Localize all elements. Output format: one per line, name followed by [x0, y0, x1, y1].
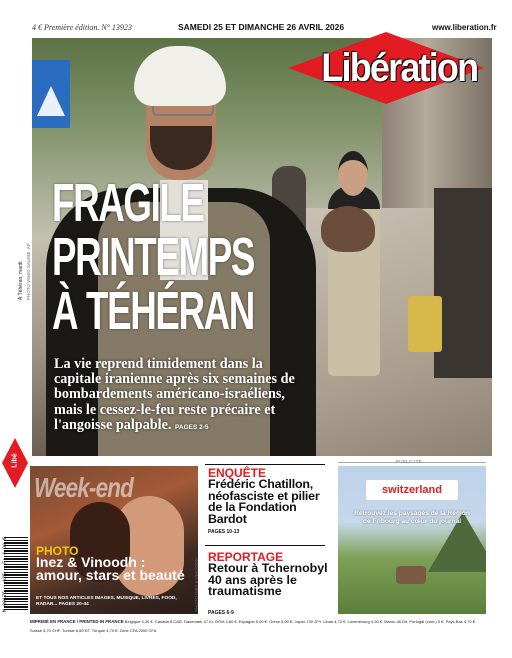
headline-line-1: FRAGILE	[52, 173, 204, 233]
weekend-credit: PHOTO INEZ & VINOODH	[194, 558, 199, 612]
side-logo: Libé	[11, 453, 19, 468]
imprint-line-1	[30, 617, 490, 626]
road-sign-icon	[32, 60, 70, 128]
weekend-title: Week-end	[34, 472, 133, 503]
story-pages: PAGES 6-9	[208, 610, 234, 616]
newspaper-logo[interactable]: Libération	[321, 46, 478, 90]
ad-text: Retrouvez les paysages de la Région de Fribourg au cœur du journal	[354, 510, 470, 525]
barcode-number: M 00175 - 425 - F: 4,00 €	[2, 536, 8, 612]
divider	[205, 545, 325, 546]
divider	[205, 464, 325, 465]
price-edition: 4 € Première édition. N° 13923	[32, 23, 132, 32]
imprint-prices-1: Belgique 4,30 €. Canada 8 CAD. Danemark 47 Kr. DOM 4,60 €. Espagne 5,00 €. Grèce 5,00 €. Japon 700 JPY. Liban 4,70 €. Luxembourg 4,30 €. Maroc 48 Dh. Portugal (cont.) 5 €. Pays-Bas 4,70 €.	[124, 619, 477, 624]
main-headline[interactable]	[52, 173, 254, 341]
photo-turban	[134, 46, 226, 106]
weekend-teaser[interactable]	[30, 466, 198, 614]
weekend-tag: PHOTO	[36, 544, 79, 558]
lead-paragraph	[54, 357, 300, 435]
lead-pages: PAGES 2-5	[175, 423, 209, 431]
issue-date: SAMEDI 25 ET DIMANCHE 26 AVRIL 2026	[178, 22, 345, 32]
story-title-tchernobyl[interactable]: Retour à Tchernobyl 40 ans après le traumatisme	[208, 561, 328, 598]
story-kicker-enquete: ENQUÊTE	[208, 466, 267, 480]
headline-line-3: À TÉHÉRAN	[52, 281, 254, 341]
photo-credit: PHOTO VAHID SALEMI. AP	[26, 243, 31, 300]
photo-woman-head	[338, 151, 368, 196]
ad-people	[396, 566, 426, 584]
story-kicker-reportage: REPORTAGE	[208, 550, 284, 564]
imprint-label: IMPRIMÉ EN FRANCE / PRINTED IN FRANCE	[30, 619, 124, 624]
weekend-headline: Inez & Vinoodh : amour, stars et beauté	[36, 554, 185, 583]
lead-text: La vie reprend timidement dans la capitale iranienne après six semaines de bombardements américano-israéliens, mais le cessez-le-feu reste précaire et l'angoisse palpable.	[54, 356, 295, 433]
photo-dog	[321, 206, 375, 252]
photo-door	[434, 188, 492, 378]
photo-bin	[408, 296, 442, 352]
imprint-line-2: Suisse 5,70 CHF. Tunisie 6,60 DT. Turquie 4,70 €. Zone CFA 2000 CFA.	[30, 628, 158, 633]
imprint	[30, 617, 490, 635]
story-title-chatillon[interactable]: Frédéric Chatillon, néofasciste et pilier de la Fondation Bardot	[208, 477, 320, 526]
advertisement[interactable]	[338, 466, 486, 614]
photo-caption: À Téhéran, mardi.	[18, 260, 24, 300]
ad-label: PUBLICITÉ	[396, 459, 422, 464]
story-pages: PAGES 10-13	[208, 529, 240, 535]
weekend-subline: ET TOUS NOS ARTICLES IMAGES, MUSIQUE, LIVRES, FOOD, RADAR... PAGES 20-44	[36, 596, 177, 607]
ad-brand-logo: switzerland	[366, 480, 458, 500]
headline-line-2: PRINTEMPS	[52, 227, 254, 287]
website-link[interactable]: www.liberation.fr	[432, 23, 497, 32]
